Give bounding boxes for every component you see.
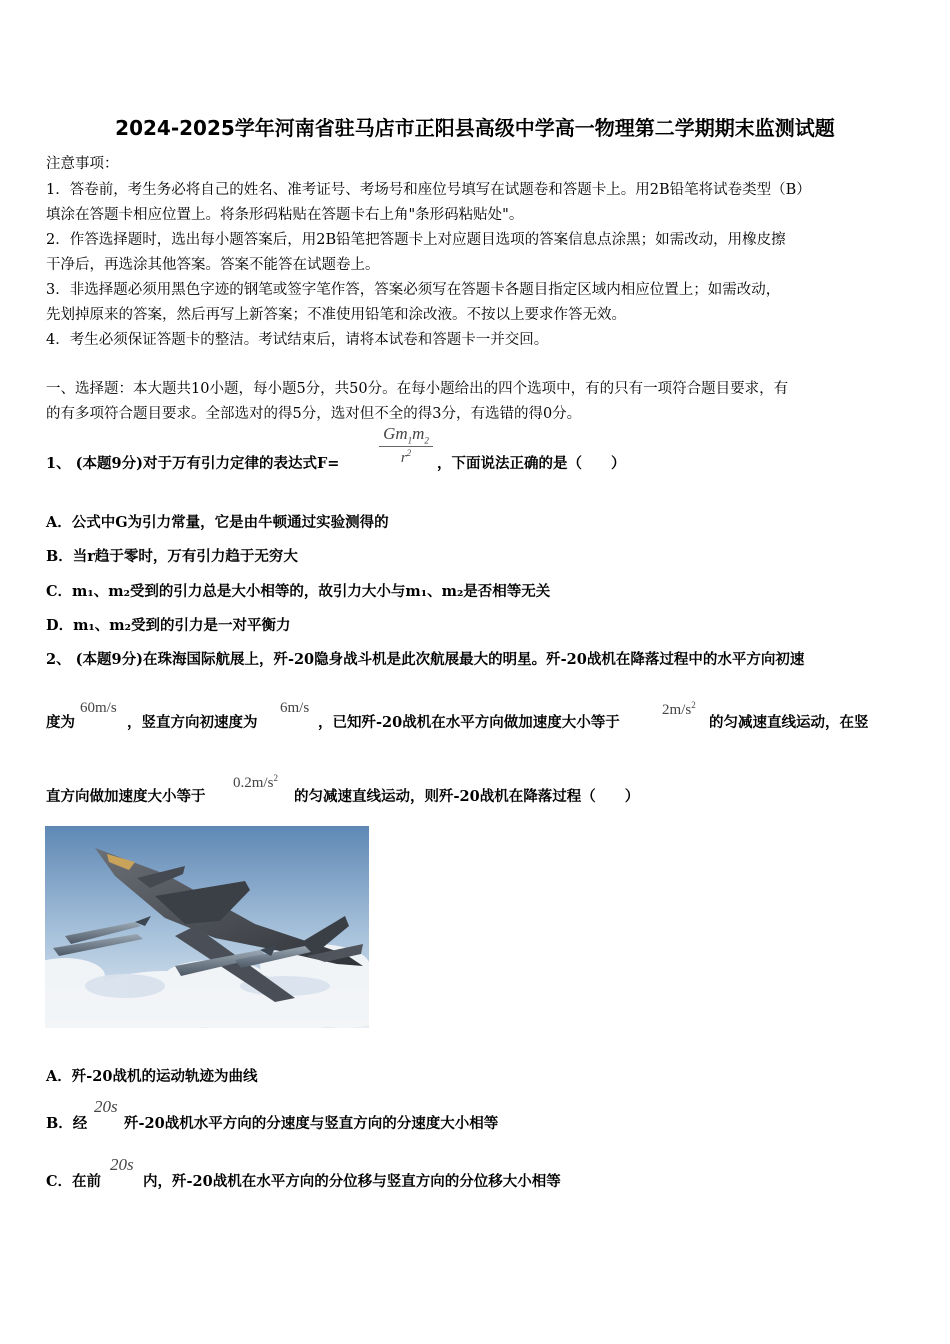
velocity-value: 6m/s xyxy=(280,700,310,716)
question-1-suffix: ，下面说法正确的是（ ） xyxy=(437,455,626,472)
notice-line: 2．作答选择题时，选出每小题答案后，用2B铅笔把答题卡上对应题目选项的答案信息点涂黑；如需改动，用橡皮擦 xyxy=(46,232,786,248)
section-instructions: 一、选择题：本大题共10小题，每小题5分，共50分。在每小题给出的四个选项中，有的只有一项符合题目要求，有 xyxy=(46,381,789,397)
gravitation-formula: $Gm_1m_2$ $r^2$ xyxy=(377,424,435,467)
question-2-text: 度为 xyxy=(46,714,75,731)
option-c: C．m₁、m₂受到的引力总是大小相等的，故引力大小与m₁、m₂是否相等无关 xyxy=(46,583,551,600)
option-b: B．当r趋于零时，万有引力趋于无穷大 xyxy=(46,548,298,565)
acceleration-value: $0.2m/s^2$ xyxy=(233,773,278,791)
notice-line: 1．答卷前，考生务必将自己的姓名、准考证号、考场号和座位号填写在试题卷和答题卡上。用2B铅笔将试卷类型（B） xyxy=(46,182,811,198)
time-value: 20s xyxy=(94,1097,118,1116)
notice-heading: 注意事项： xyxy=(46,156,119,172)
question-2-line1: 2、 (本题9分)在珠海国际航展上，歼-20隐身战斗机是此次航展最大的明星。歼-20战机在降落过程中的水平方向初速 xyxy=(46,651,805,668)
question-2-text: 的匀减速直线运动，在竖 xyxy=(709,714,869,731)
notice-line: 填涂在答题卡相应位置上。将条形码粘贴在答题卡右上角"条形码粘贴处"。 xyxy=(46,207,524,223)
section-instructions: 的有多项符合题目要求。全部选对的得5分，选对但不全的得3分，有选错的得0分。 xyxy=(46,406,582,422)
option-b: B．经 xyxy=(46,1115,88,1132)
acceleration-value: $2m/s^2$ xyxy=(662,700,696,718)
question-2-text: 直方向做加速度大小等于 xyxy=(46,788,206,805)
notice-line: 干净后，再选涂其他答案。答案不能答在试题卷上。 xyxy=(46,257,380,273)
option-b: 歼-20战机水平方向的分速度与竖直方向的分速度大小相等 xyxy=(124,1115,499,1132)
question-2-text: ，竖直方向初速度为 xyxy=(127,714,258,731)
question-2-text: ，已知歼-20战机在水平方向做加速度大小等于 xyxy=(318,714,620,731)
time-value: 20s xyxy=(110,1155,134,1174)
notice-line: 3．非选择题必须用黑色字迹的钢笔或签字笔作答，答案必须写在答题卡各题目指定区域内相应位置上；如需改动， xyxy=(46,282,781,298)
question-2-text: 的匀减速直线运动，则歼-20战机在降落过程（ ） xyxy=(294,788,640,805)
velocity-value: 60m/s xyxy=(80,700,117,716)
option-c: C．在前 xyxy=(46,1173,102,1190)
option-a: A．公式中G为引力常量，它是由牛顿通过实验测得的 xyxy=(46,514,389,531)
option-c: 内，歼-20战机在水平方向的分位移与竖直方向的分位移大小相等 xyxy=(143,1173,561,1190)
question-1-prefix: 1、 (本题9分)对于万有引力定律的表达式F= xyxy=(46,455,340,472)
fighter-jet-image xyxy=(45,826,369,1028)
page-title: 2024-2025学年河南省驻马店市正阳县高级中学高一物理第二学期期末监测试题 xyxy=(115,116,835,140)
notice-line: 先划掉原来的答案，然后再写上新答案；不准使用铅笔和涂改液。不按以上要求作答无效。 xyxy=(46,307,626,323)
option-d: D．m₁、m₂受到的引力是一对平衡力 xyxy=(46,617,291,634)
notice-line: 4．考生必须保证答题卡的整洁。考试结束后，请将本试卷和答题卡一并交回。 xyxy=(46,332,549,348)
option-a: A．歼-20战机的运动轨迹为曲线 xyxy=(46,1068,258,1085)
